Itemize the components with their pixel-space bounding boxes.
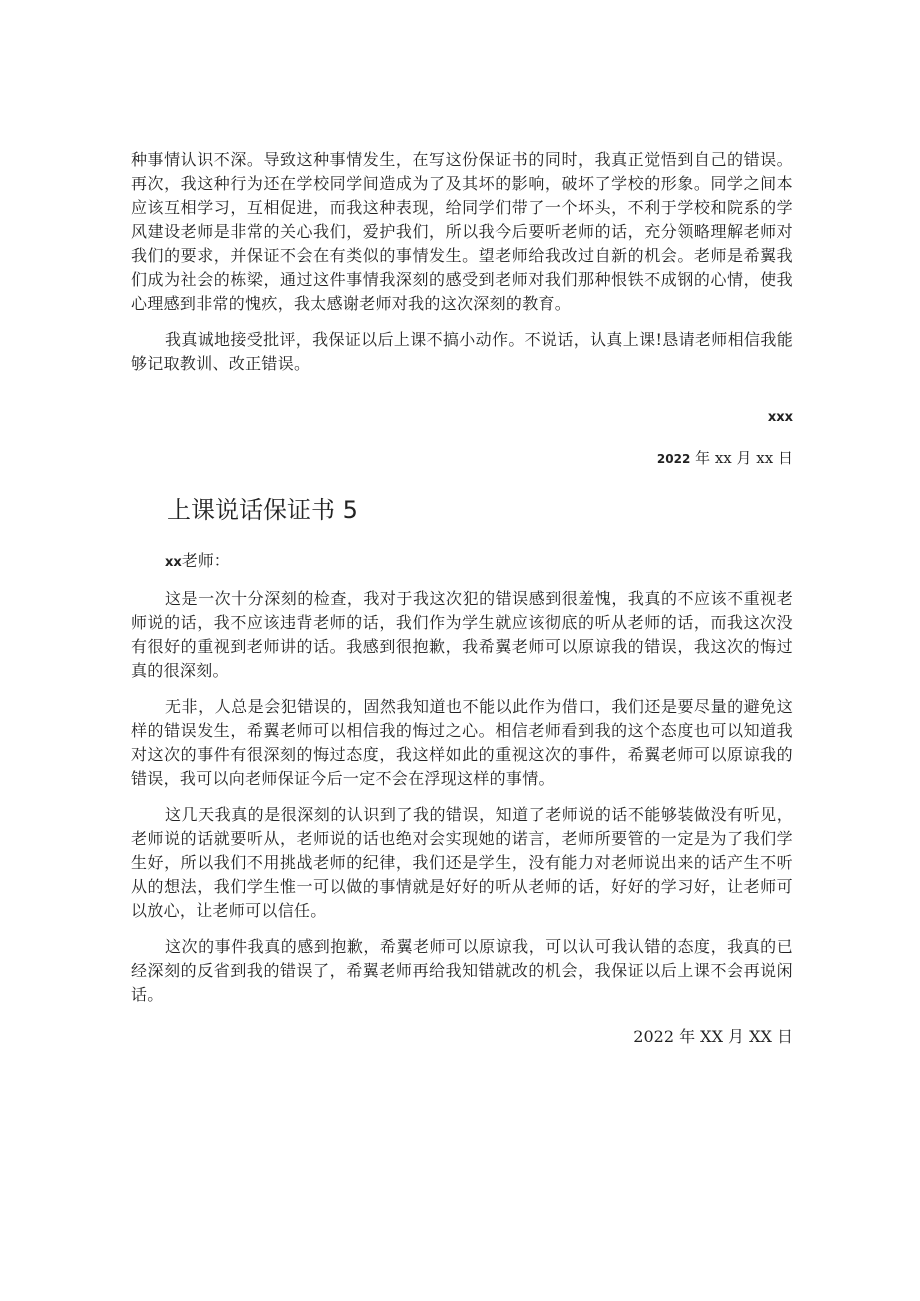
body-paragraph-4: 无非，人总是会犯错误的，固然我知道也不能以此作为借口，我们还是要尽量的避免这样的错误发生，希翼老师可以相信我的悔过之心。相信老师看到我的这个态度也可以知道我对这次的事件有很深刻的悔过态度，我这样如此的重视这次的事件，希翼老师可以原谅我的错误，我可以向老师保证今后一定不会在浮现这样的事情。 (131, 697, 793, 788)
salutation (165, 549, 793, 575)
salutation-rest: 老师： (181, 551, 230, 570)
salutation-name: xx (165, 555, 182, 570)
body-paragraph-1: 种事情认识不深。导致这种事情发生，在写这份保证书的同时，我真正觉悟到自己的错误。再次，我这种行为还在学校同学间造成为了及其坏的影响，破坏了学校的形象。同学之间本应该互相学习，互相促进，而我这种表现，给同学们带了一个坏头，不利于学校和院系的学风建设老师是非常的关心我们，爱护我们，所以我今后要听老师的话，充分领略理解老师对我们的要求，并保证不会在有类似的事情发生。望老师给我改过自新的机会。老师是希翼我们成为社会的栋梁，通过这件事情我深刻的感受到老师对我们那种恨铁不成钢的心情，使我心理感到非常的愧疚，我太感谢老师对我的这次深刻的教育。 (131, 150, 793, 313)
body-paragraph-2: 我真诚地接受批评，我保证以后上课不搞小动作。不说话，认真上课!恳请老师相信我能够记取教训、改正错误。 (131, 330, 793, 373)
section-title: 上课说话保证书 5 (167, 496, 358, 524)
body-paragraph-3: 这是一次十分深刻的检查，我对于我这次犯的错误感到很羞愧，我真的不应该不重视老师说的话，我不应该违背老师的话，我们作为学生就应该彻底的听从老师的话，而我这次没有很好的重视到老师讲的话。我感到很抱歉，我希翼老师可以原谅我的错误，我这次的悔过真的很深刻。 (131, 589, 793, 680)
date-year-1: 2022 (656, 452, 691, 466)
date-line-1 (131, 446, 793, 471)
document-page (131, 148, 793, 1049)
signature: xxx (767, 410, 793, 425)
body-paragraph-5: 这几天我真的是很深刻的认识到了我的错误，知道了老师说的话不能够装做没有听见，老师说的话就要听从，老师说的话也绝对会实现她的诺言，老师所要管的一定是为了我们学生好，所以我们不用挑战老师的纪律，我们还是学生，没有能力对老师说出来的话产生不听从的想法，我们学生惟一可以做的事情就是好好的听从老师的话，好好的学习好，让老师可以放心，让老师可以信任。 (131, 805, 793, 920)
date-line-2: 2022 年 XX 月 XX 日 (633, 1027, 793, 1046)
body-paragraph-6: 这次的事件我真的感到抱歉，希翼老师可以原谅我，可以认可我认错的态度，我真的已经深刻的反省到我的错误了，希翼老师再给我知错就改的机会，我保证以后上课不会再说闲话。 (131, 937, 793, 1004)
date-rest-1: 年 xx 月 xx 日 (695, 449, 793, 467)
